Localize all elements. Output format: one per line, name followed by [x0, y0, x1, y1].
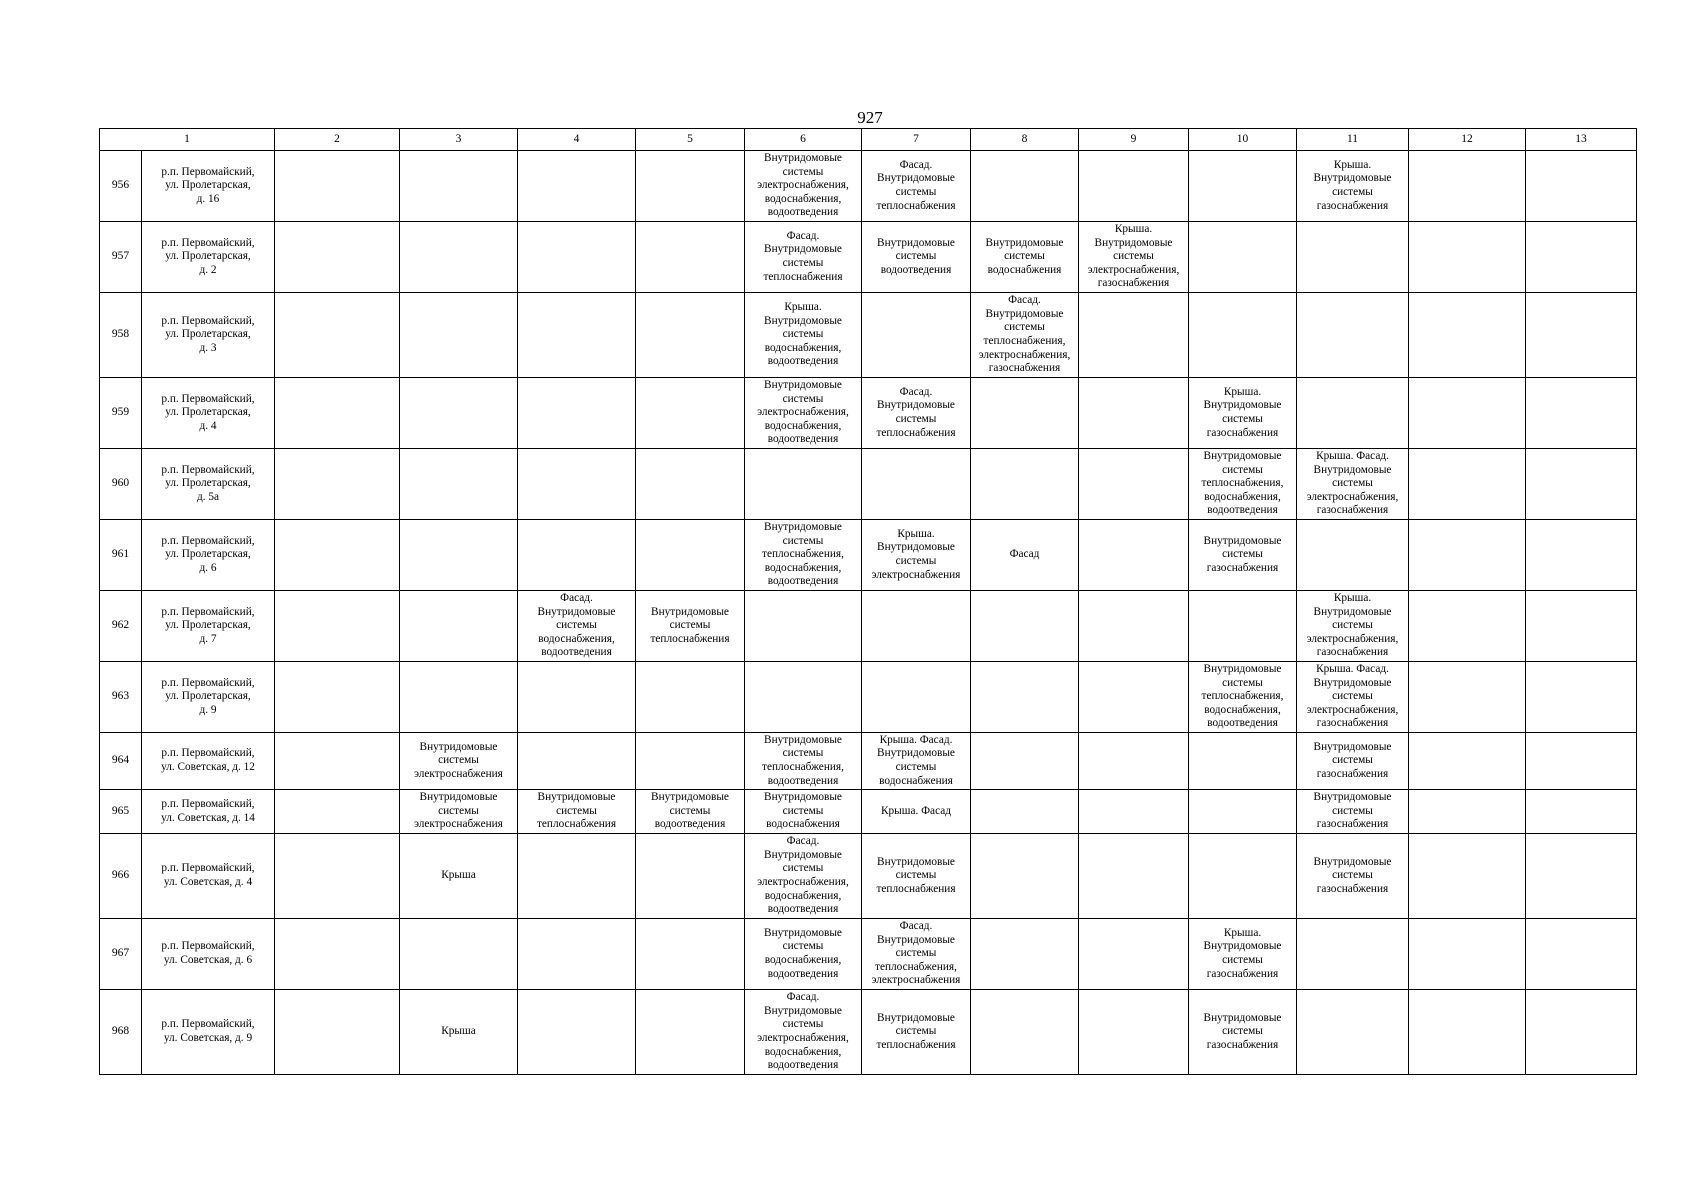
col-4-cell — [518, 733, 636, 790]
col-7-cell: Крыша. Фасад — [862, 790, 971, 834]
col-6-cell: Внутридомовые системы электроснабжения, водоснабжения, водоотведения — [745, 151, 862, 222]
col-13-cell — [1526, 990, 1637, 1075]
col-4-cell — [518, 662, 636, 733]
row-number: 965 — [100, 790, 142, 834]
col-3-cell: Крыша — [400, 990, 518, 1075]
col-4-cell — [518, 151, 636, 222]
col-12-cell — [1409, 733, 1526, 790]
col-12-cell — [1409, 919, 1526, 990]
address-cell: р.п. Первомайский, ул. Пролетарская, д. 16 — [142, 151, 275, 222]
col-8-cell — [971, 834, 1079, 919]
row-number: 960 — [100, 449, 142, 520]
address-cell: р.п. Первомайский, ул. Пролетарская, д. 6 — [142, 520, 275, 591]
col-3-cell: Внутридомовые системы электроснабжения — [400, 790, 518, 834]
address-cell: р.п. Первомайский, ул. Советская, д. 6 — [142, 919, 275, 990]
col-11-cell: Крыша. Внутридомовые системы электроснабжения, газоснабжения — [1297, 591, 1409, 662]
col-2-cell — [275, 834, 400, 919]
col-3-cell — [400, 919, 518, 990]
table-row — [100, 662, 1637, 733]
col-13-cell — [1526, 151, 1637, 222]
col-5-cell — [636, 834, 745, 919]
column-header: 8 — [971, 129, 1079, 151]
col-8-cell — [971, 990, 1079, 1075]
col-4-cell — [518, 834, 636, 919]
col-9-cell — [1079, 662, 1189, 733]
col-12-cell — [1409, 520, 1526, 591]
col-10-cell: Внутридомовые системы газоснабжения — [1189, 520, 1297, 591]
col-11-cell — [1297, 990, 1409, 1075]
col-13-cell — [1526, 834, 1637, 919]
col-3-cell — [400, 222, 518, 293]
col-4-cell — [518, 222, 636, 293]
col-2-cell — [275, 222, 400, 293]
col-5-cell — [636, 662, 745, 733]
address-cell: р.п. Первомайский, ул. Пролетарская, д. 7 — [142, 591, 275, 662]
col-5-cell: Внутридомовые системы водоотведения — [636, 790, 745, 834]
table-row — [100, 790, 1637, 834]
col-8-cell: Фасад. Внутридомовые системы теплоснабжения, электроснабжения, газоснабжения — [971, 293, 1079, 378]
col-12-cell — [1409, 834, 1526, 919]
col-8-cell: Фасад — [971, 520, 1079, 591]
col-5-cell — [636, 733, 745, 790]
col-3-cell: Крыша — [400, 834, 518, 919]
col-9-cell — [1079, 449, 1189, 520]
col-9-cell — [1079, 378, 1189, 449]
address-cell: р.п. Первомайский, ул. Советская, д. 9 — [142, 990, 275, 1075]
col-3-cell — [400, 378, 518, 449]
col-3-cell: Внутридомовые системы электроснабжения — [400, 733, 518, 790]
col-12-cell — [1409, 151, 1526, 222]
col-2-cell — [275, 378, 400, 449]
repair-schedule-table — [99, 128, 1637, 1075]
col-11-cell: Внутридомовые системы газоснабжения — [1297, 834, 1409, 919]
col-5-cell — [636, 151, 745, 222]
row-number: 966 — [100, 834, 142, 919]
col-2-cell — [275, 151, 400, 222]
col-7-cell — [862, 449, 971, 520]
col-10-cell: Внутридомовые системы теплоснабжения, водоснабжения, водоотведения — [1189, 449, 1297, 520]
col-12-cell — [1409, 662, 1526, 733]
col-7-cell: Крыша. Внутридомовые системы электроснабжения — [862, 520, 971, 591]
col-3-cell — [400, 151, 518, 222]
col-2-cell — [275, 919, 400, 990]
column-header: 3 — [400, 129, 518, 151]
col-5-cell — [636, 222, 745, 293]
col-8-cell — [971, 378, 1079, 449]
col-10-cell: Крыша. Внутридомовые системы газоснабжения — [1189, 378, 1297, 449]
col-3-cell — [400, 293, 518, 378]
col-13-cell — [1526, 449, 1637, 520]
col-10-cell: Внутридомовые системы газоснабжения — [1189, 990, 1297, 1075]
col-10-cell: Внутридомовые системы теплоснабжения, водоснабжения, водоотведения — [1189, 662, 1297, 733]
col-12-cell — [1409, 449, 1526, 520]
column-header: 10 — [1189, 129, 1297, 151]
col-2-cell — [275, 662, 400, 733]
col-8-cell — [971, 790, 1079, 834]
col-6-cell — [745, 591, 862, 662]
col-3-cell — [400, 520, 518, 591]
col-6-cell: Фасад. Внутридомовые системы теплоснабжения — [745, 222, 862, 293]
col-7-cell: Внутридомовые системы теплоснабжения — [862, 834, 971, 919]
col-6-cell: Фасад. Внутридомовые системы электроснабжения, водоснабжения, водоотведения — [745, 990, 862, 1075]
address-cell: р.п. Первомайский, ул. Пролетарская, д. 9 — [142, 662, 275, 733]
col-6-cell: Внутридомовые системы водоснабжения — [745, 790, 862, 834]
col-4-cell — [518, 378, 636, 449]
col-3-cell — [400, 662, 518, 733]
col-6-cell: Внутридомовые системы электроснабжения, водоснабжения, водоотведения — [745, 378, 862, 449]
col-6-cell — [745, 662, 862, 733]
col-7-cell — [862, 662, 971, 733]
col-13-cell — [1526, 662, 1637, 733]
column-header: 11 — [1297, 129, 1409, 151]
col-13-cell — [1526, 733, 1637, 790]
table-row — [100, 222, 1637, 293]
column-header: 6 — [745, 129, 862, 151]
col-8-cell — [971, 662, 1079, 733]
column-header: 9 — [1079, 129, 1189, 151]
col-2-cell — [275, 733, 400, 790]
col-9-cell — [1079, 151, 1189, 222]
table-body — [100, 129, 1637, 1075]
address-cell: р.п. Первомайский, ул. Советская, д. 14 — [142, 790, 275, 834]
table-row — [100, 520, 1637, 591]
col-12-cell — [1409, 790, 1526, 834]
col-9-cell — [1079, 733, 1189, 790]
row-number: 962 — [100, 591, 142, 662]
row-number: 959 — [100, 378, 142, 449]
col-9-cell — [1079, 990, 1189, 1075]
col-6-cell: Внутридомовые системы водоснабжения, водоотведения — [745, 919, 862, 990]
col-4-cell — [518, 520, 636, 591]
col-10-cell: Крыша. Внутридомовые системы газоснабжения — [1189, 919, 1297, 990]
address-cell: р.п. Первомайский, ул. Советская, д. 4 — [142, 834, 275, 919]
col-13-cell — [1526, 378, 1637, 449]
col-10-cell — [1189, 591, 1297, 662]
col-2-cell — [275, 520, 400, 591]
col-4-cell — [518, 990, 636, 1075]
col-13-cell — [1526, 919, 1637, 990]
col-13-cell — [1526, 790, 1637, 834]
col-12-cell — [1409, 591, 1526, 662]
col-5-cell — [636, 449, 745, 520]
col-11-cell — [1297, 520, 1409, 591]
page-number: 927 — [857, 108, 883, 127]
col-11-cell — [1297, 222, 1409, 293]
col-13-cell — [1526, 520, 1637, 591]
col-9-cell — [1079, 790, 1189, 834]
col-8-cell — [971, 151, 1079, 222]
address-cell: р.п. Первомайский, ул. Пролетарская, д. 3 — [142, 293, 275, 378]
col-3-cell — [400, 591, 518, 662]
col-7-cell: Фасад. Внутридомовые системы теплоснабжения, электроснабжения — [862, 919, 971, 990]
col-7-cell: Фасад. Внутридомовые системы теплоснабжения — [862, 151, 971, 222]
address-cell: р.п. Первомайский, ул. Пролетарская, д. 2 — [142, 222, 275, 293]
col-11-cell: Крыша. Внутридомовые системы газоснабжения — [1297, 151, 1409, 222]
col-2-cell — [275, 790, 400, 834]
col-4-cell — [518, 293, 636, 378]
address-cell: р.п. Первомайский, ул. Пролетарская, д. 4 — [142, 378, 275, 449]
column-header: 12 — [1409, 129, 1526, 151]
col-9-cell — [1079, 834, 1189, 919]
col-4-cell — [518, 449, 636, 520]
table-row — [100, 378, 1637, 449]
table-row — [100, 151, 1637, 222]
table-row — [100, 449, 1637, 520]
row-number: 963 — [100, 662, 142, 733]
col-2-cell — [275, 591, 400, 662]
table-row — [100, 293, 1637, 378]
col-13-cell — [1526, 591, 1637, 662]
col-11-cell — [1297, 293, 1409, 378]
col-6-cell: Крыша. Внутридомовые системы водоснабжения, водоотведения — [745, 293, 862, 378]
col-2-cell — [275, 449, 400, 520]
col-12-cell — [1409, 293, 1526, 378]
col-8-cell — [971, 919, 1079, 990]
table-row — [100, 733, 1637, 790]
col-12-cell — [1409, 990, 1526, 1075]
table-row — [100, 834, 1637, 919]
col-9-cell — [1079, 591, 1189, 662]
table-row — [100, 990, 1637, 1075]
column-header: 13 — [1526, 129, 1637, 151]
col-12-cell — [1409, 378, 1526, 449]
row-number: 961 — [100, 520, 142, 591]
col-7-cell — [862, 293, 971, 378]
row-number: 958 — [100, 293, 142, 378]
column-header: 4 — [518, 129, 636, 151]
col-8-cell — [971, 449, 1079, 520]
col-12-cell — [1409, 222, 1526, 293]
col-11-cell: Крыша. Фасад. Внутридомовые системы электроснабжения, газоснабжения — [1297, 662, 1409, 733]
row-number: 968 — [100, 990, 142, 1075]
col-11-cell: Внутридомовые системы газоснабжения — [1297, 733, 1409, 790]
col-5-cell — [636, 520, 745, 591]
col-6-cell: Внутридомовые системы теплоснабжения, водоснабжения, водоотведения — [745, 520, 862, 591]
row-number: 964 — [100, 733, 142, 790]
col-11-cell — [1297, 378, 1409, 449]
col-3-cell — [400, 449, 518, 520]
col-9-cell: Крыша. Внутридомовые системы электроснабжения, газоснабжения — [1079, 222, 1189, 293]
column-header: 1 — [100, 129, 275, 151]
column-header: 7 — [862, 129, 971, 151]
col-2-cell — [275, 990, 400, 1075]
address-cell: р.п. Первомайский, ул. Советская, д. 12 — [142, 733, 275, 790]
col-9-cell — [1079, 293, 1189, 378]
col-11-cell — [1297, 919, 1409, 990]
col-10-cell — [1189, 222, 1297, 293]
table-row — [100, 591, 1637, 662]
table-header-row — [100, 129, 1637, 151]
col-7-cell: Крыша. Фасад. Внутридомовые системы водоснабжения — [862, 733, 971, 790]
col-5-cell — [636, 990, 745, 1075]
col-13-cell — [1526, 293, 1637, 378]
col-5-cell: Внутридомовые системы теплоснабжения — [636, 591, 745, 662]
col-10-cell — [1189, 733, 1297, 790]
col-13-cell — [1526, 222, 1637, 293]
column-header: 5 — [636, 129, 745, 151]
col-10-cell — [1189, 151, 1297, 222]
col-4-cell — [518, 919, 636, 990]
column-header: 2 — [275, 129, 400, 151]
col-9-cell — [1079, 919, 1189, 990]
col-8-cell: Внутридомовые системы водоснабжения — [971, 222, 1079, 293]
col-10-cell — [1189, 293, 1297, 378]
col-4-cell: Фасад. Внутридомовые системы водоснабжения, водоотведения — [518, 591, 636, 662]
col-10-cell — [1189, 834, 1297, 919]
col-11-cell: Внутридомовые системы газоснабжения — [1297, 790, 1409, 834]
row-number: 957 — [100, 222, 142, 293]
col-6-cell: Внутридомовые системы теплоснабжения, водоотведения — [745, 733, 862, 790]
col-6-cell — [745, 449, 862, 520]
col-7-cell — [862, 591, 971, 662]
col-5-cell — [636, 919, 745, 990]
col-2-cell — [275, 293, 400, 378]
col-5-cell — [636, 293, 745, 378]
col-10-cell — [1189, 790, 1297, 834]
col-4-cell: Внутридомовые системы теплоснабжения — [518, 790, 636, 834]
col-8-cell — [971, 591, 1079, 662]
row-number: 967 — [100, 919, 142, 990]
col-7-cell: Внутридомовые системы теплоснабжения — [862, 990, 971, 1075]
col-7-cell: Фасад. Внутридомовые системы теплоснабжения — [862, 378, 971, 449]
col-7-cell: Внутридомовые системы водоотведения — [862, 222, 971, 293]
col-6-cell: Фасад. Внутридомовые системы электроснабжения, водоснабжения, водоотведения — [745, 834, 862, 919]
col-9-cell — [1079, 520, 1189, 591]
address-cell: р.п. Первомайский, ул. Пролетарская, д. 5а — [142, 449, 275, 520]
table-row — [100, 919, 1637, 990]
col-11-cell: Крыша. Фасад. Внутридомовые системы электроснабжения, газоснабжения — [1297, 449, 1409, 520]
row-number: 956 — [100, 151, 142, 222]
col-8-cell — [971, 733, 1079, 790]
col-5-cell — [636, 378, 745, 449]
